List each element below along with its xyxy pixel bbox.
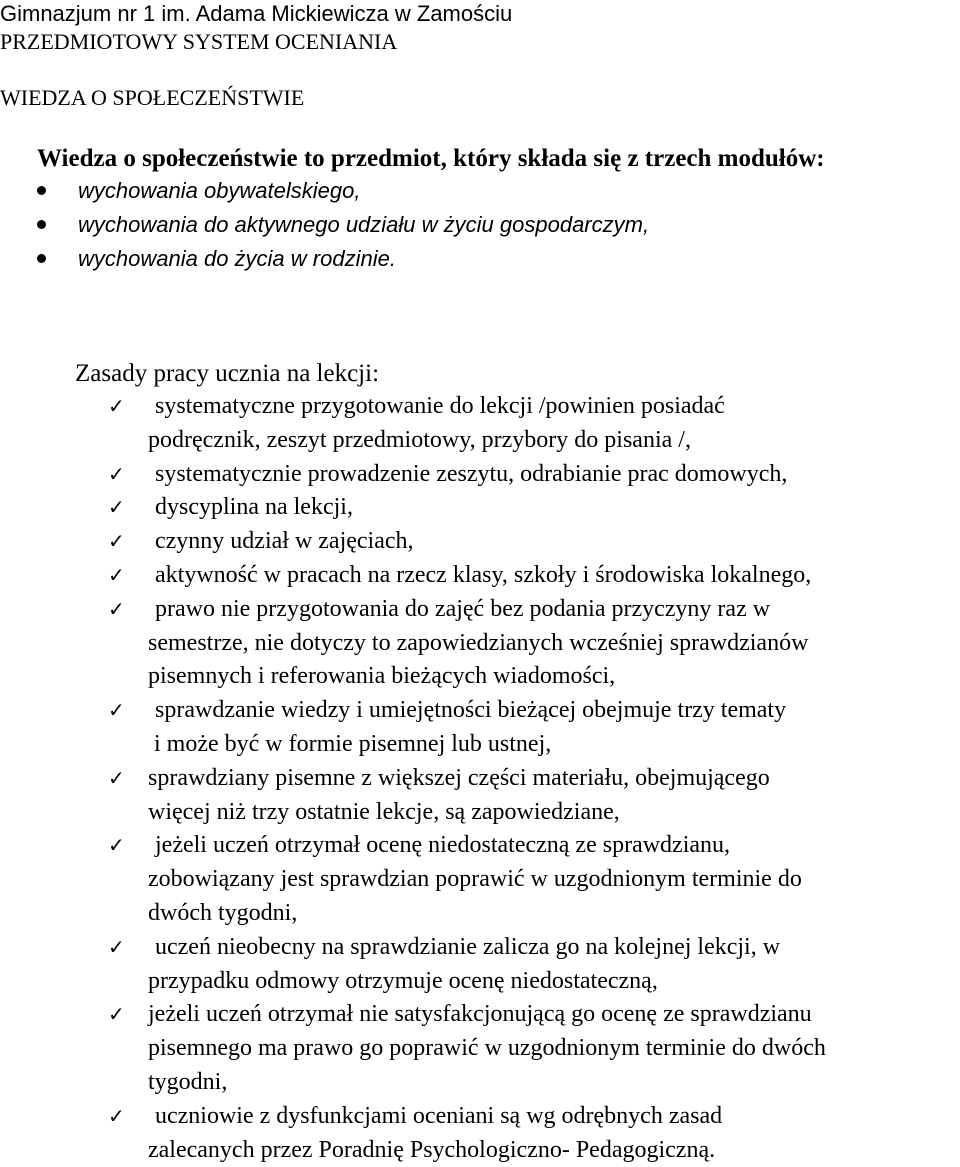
checkmark-icon: ✓ <box>108 1002 125 1027</box>
rule-item <box>0 525 812 559</box>
school-name: Gimnazjum nr 1 im. Adama Mickiewicza w Zamościu <box>0 1 513 26</box>
rule-text: zobowiązany jest sprawdzian poprawić w uzgodnionym terminie do <box>148 866 802 893</box>
rule-item <box>0 829 812 930</box>
rule-item <box>0 458 812 492</box>
rule-item <box>0 491 812 525</box>
rule-item <box>0 559 812 593</box>
rule-text: czynny udział w zajęciach, <box>155 528 414 555</box>
rule-item <box>0 593 812 694</box>
checkmark-icon: ✓ <box>108 833 125 858</box>
subject-title: WIEDZA O SPOŁECZEŃSTWIE <box>0 85 305 110</box>
rule-text: przypadku odmowy otrzymuje ocenę niedostateczną, <box>148 967 658 994</box>
module-text: wychowania do życia w rodzinie. <box>78 246 396 271</box>
document-title: PRZEDMIOTOWY SYSTEM OCENIANIA <box>0 29 398 54</box>
rule-text: zalecanych przez Poradnię Psychologiczno- Pedagogiczną. <box>148 1136 716 1163</box>
checkmark-icon: ✓ <box>108 495 125 520</box>
rule-item <box>0 694 812 762</box>
rule-item <box>0 762 812 830</box>
bullet-icon <box>37 254 46 263</box>
rule-text: prawo nie przygotowania do zajęć bez podania przyczyny raz w <box>155 595 771 622</box>
rule-text: tygodni, <box>148 1068 228 1095</box>
rule-text: pisemnego ma prawo go poprawić w uzgodnionym terminie do dwóch <box>148 1035 826 1062</box>
checkmark-icon: ✓ <box>108 765 125 790</box>
module-text: wychowania obywatelskiego, <box>78 178 361 203</box>
rule-item <box>0 1100 812 1167</box>
rule-text: uczeń nieobecny na sprawdzianie zalicza go na kolejnej lekcji, w <box>155 933 781 960</box>
rule-item <box>0 931 812 999</box>
rule-text: semestrze, nie dotyczy to zapowiedzianych wcześniej sprawdzianów <box>148 629 809 656</box>
rule-text: uczniowie z dysfunkcjami oceniani są wg odrębnych zasad <box>155 1102 723 1129</box>
rule-text: sprawdzanie wiedzy i umiejętności bieżącej obejmuje trzy tematy <box>155 697 787 724</box>
rule-text: jeżeli uczeń otrzymał nie satysfakcjonującą go ocenę ze sprawdzianu <box>148 1001 812 1028</box>
rules-heading: Zasady pracy ucznia na lekcji: <box>75 360 380 387</box>
rule-text: jeżeli uczeń otrzymał ocenę niedostateczną ze sprawdzianu, <box>155 832 731 859</box>
bullet-icon <box>37 220 46 229</box>
rule-text: podręcznik, zeszyt przedmiotowy, przybory do pisania /, <box>148 426 691 453</box>
rule-item <box>0 998 826 1099</box>
rule-text: dwóch tygodni, <box>148 899 298 926</box>
checkmark-icon: ✓ <box>108 934 125 959</box>
rule-item <box>0 390 812 458</box>
checkmark-icon: ✓ <box>108 1103 125 1128</box>
module-text: wychowania do aktywnego udziału w życiu gospodarczym, <box>78 212 650 237</box>
rule-text: dyscyplina na lekcji, <box>155 494 353 521</box>
checkmark-icon: ✓ <box>108 596 125 621</box>
rule-text: pisemnych i referowania bieżących wiadomości, <box>148 663 616 690</box>
rules-list <box>0 390 826 1167</box>
checkmark-icon: ✓ <box>108 698 125 723</box>
rule-text: i może być w formie pisemnej lub ustnej, <box>148 730 552 757</box>
checkmark-icon: ✓ <box>108 394 125 418</box>
rule-text: więcej niż trzy ostatnie lekcje, są zapowiedziane, <box>148 798 620 825</box>
checkmark-icon: ✓ <box>108 461 125 486</box>
intro-heading: Wiedza o społeczeństwie to przedmiot, który składa się z trzech modułów: <box>37 145 825 172</box>
checkmark-icon: ✓ <box>108 529 125 554</box>
rule-text: systematyczne przygotowanie do lekcji /powinien posiadać <box>155 393 725 419</box>
rule-text: systematycznie prowadzenie zeszytu, odrabianie prac domowych, <box>155 460 788 487</box>
rule-text: aktywność w pracach na rzecz klasy, szkoły i środowiska lokalnego, <box>155 561 812 588</box>
bullet-icon <box>37 186 46 195</box>
checkmark-icon: ✓ <box>108 562 125 587</box>
rule-text: sprawdziany pisemne z większej części materiału, obejmującego <box>148 764 770 791</box>
